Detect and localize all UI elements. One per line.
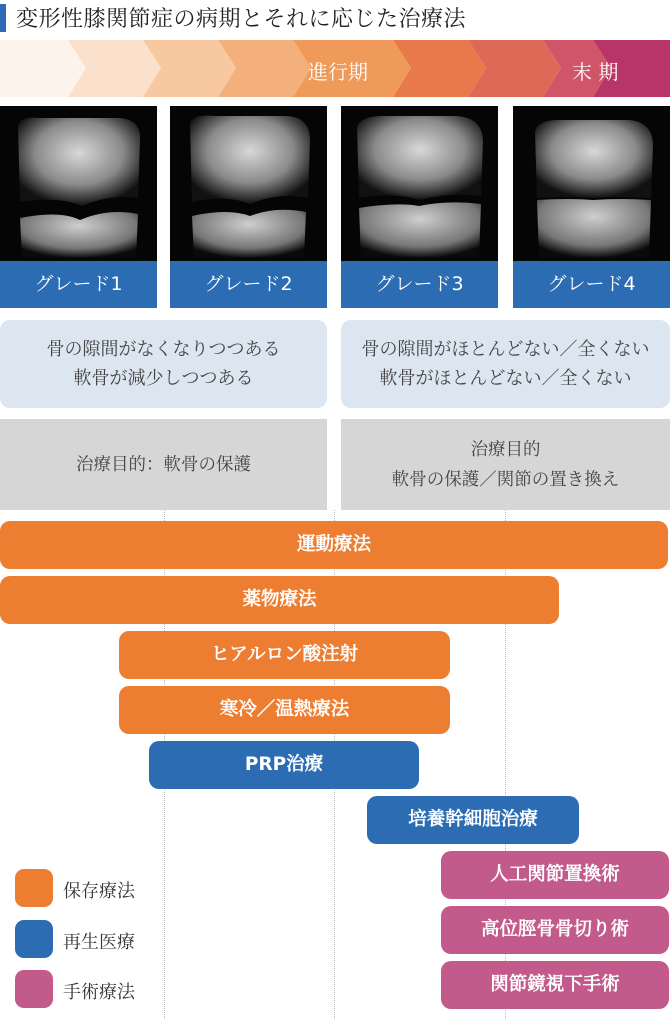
treatment-bar-high-tibial-osteotomy: 高位脛骨骨切り術 <box>441 906 669 954</box>
description-late <box>341 320 670 408</box>
treatment-goal-late-line2: 軟骨の保護／関節の置き換え <box>391 469 620 490</box>
grade-label-4: グレード4 <box>513 261 670 308</box>
treatment-bar-prp-therapy: PRP治療 <box>149 741 419 789</box>
legend-label-conservative: 保存療法 <box>63 881 135 902</box>
description-late-line1: 骨の隙間がほとんどない／全くない <box>361 339 650 360</box>
stage-label-end: 末 期 <box>572 60 619 84</box>
xray-image-grade1 <box>0 106 157 263</box>
grade-label-1: グレード1 <box>0 261 157 308</box>
grade-label-3: グレード3 <box>341 261 498 308</box>
treatment-bar-arthroscopic-surgery: 関節鏡視下手術 <box>441 961 669 1009</box>
description-early-line2: 軟骨が減少しつつある <box>73 368 254 389</box>
title-accent-bar <box>0 4 6 32</box>
treatment-goal-late-line1: 治療目的 <box>470 439 541 460</box>
treatment-goal-early-text: 治療目的：軟骨の保護 <box>76 454 251 475</box>
legend-label-regenerative: 再生医療 <box>63 932 135 953</box>
xray-image-grade3 <box>341 106 498 263</box>
legend-swatch-regenerative <box>15 920 53 958</box>
legend-label-surgical: 手術療法 <box>63 982 135 1003</box>
legend-swatch-surgical <box>15 970 53 1008</box>
grade-label-2: グレード2 <box>170 261 327 308</box>
treatment-bar-exercise-therapy: 運動療法 <box>0 521 668 569</box>
treatment-bar-total-knee-replacement: 人工関節置換術 <box>441 851 669 899</box>
treatment-bar-drug-therapy: 薬物療法 <box>0 576 559 624</box>
description-early-line1: 骨の隙間がなくなりつつある <box>46 339 281 360</box>
xray-image-grade2 <box>170 106 327 263</box>
stage-label-progressive: 進行期 <box>308 60 368 84</box>
treatment-bar-hyaluronic-acid-injection: ヒアルロン酸注射 <box>119 631 450 679</box>
stage-chevron <box>0 40 86 97</box>
treatment-goal-early <box>0 419 327 510</box>
page-title: 変形性膝関節症の病期とそれに応じた治療法 <box>16 7 467 32</box>
legend-swatch-conservative <box>15 869 53 907</box>
treatment-bar-cultured-stem-cell-therapy: 培養幹細胞治療 <box>367 796 579 844</box>
treatment-bar-cold-heat-therapy: 寒冷／温熱療法 <box>119 686 450 734</box>
treatment-goal-late <box>341 419 670 510</box>
description-late-line2: 軟骨がほとんどない／全くない <box>379 368 632 389</box>
description-early <box>0 320 327 408</box>
xray-image-grade4 <box>513 106 670 263</box>
